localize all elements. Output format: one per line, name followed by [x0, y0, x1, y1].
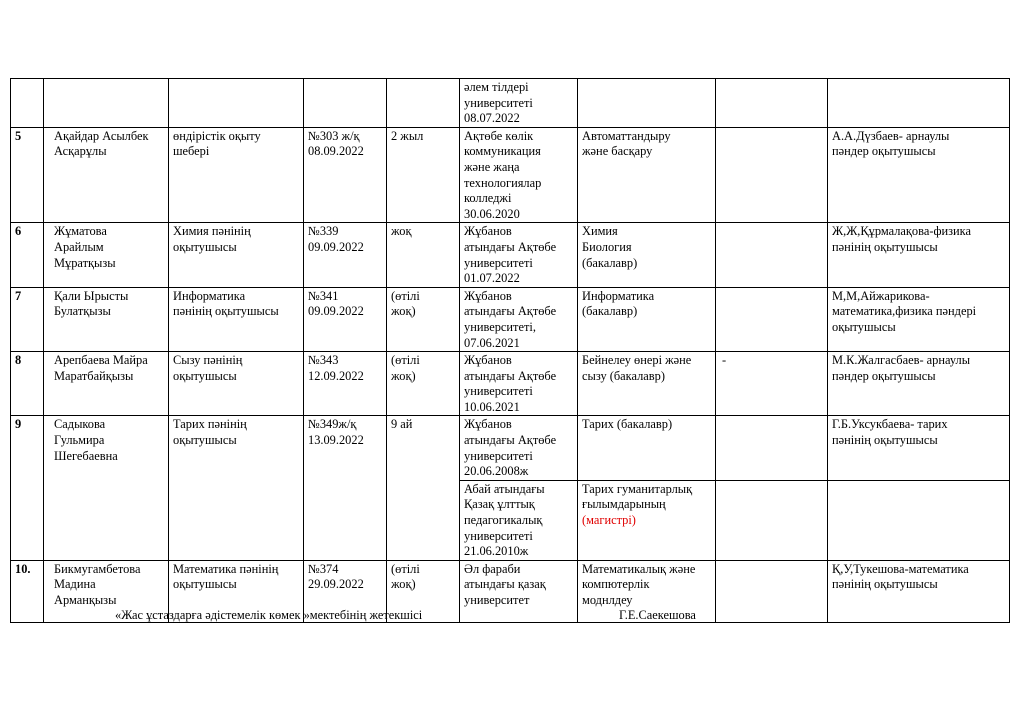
education-cell: [460, 416, 578, 480]
teacher-name: [44, 287, 169, 351]
position-line: оқытушысы: [173, 577, 237, 592]
specialty-line: сызу (бакалавр): [582, 368, 665, 383]
order-date: 09.09.2022: [308, 304, 364, 319]
name-line: Арепбаева Майра: [54, 353, 148, 368]
education-line: және жаңа: [464, 159, 520, 174]
mentor-line: Ж,Ж,Құрмалақова-физика: [832, 224, 971, 239]
name-line: Садыкова: [54, 417, 106, 432]
position-line: пәнінің оқытушысы: [173, 304, 279, 319]
experience-cell: [387, 223, 460, 287]
specialty-cell: [578, 223, 716, 287]
specialty-line: және басқару: [582, 144, 653, 159]
education-line: 08.07.2022: [464, 111, 520, 126]
experience-line: 9 ай: [391, 417, 413, 432]
position-cell: [169, 287, 304, 351]
specialty-cell: [578, 287, 716, 351]
experience-line: жоқ): [391, 577, 416, 592]
order-number: №343: [308, 353, 339, 368]
education-cell: [460, 127, 578, 223]
education-line: Әл фараби: [464, 561, 521, 576]
table-row: [11, 416, 1010, 480]
specialty-line: Автоматтандыру: [582, 128, 671, 143]
specialty-degree-highlight: (магистрі): [582, 513, 636, 528]
position-cell: [169, 416, 304, 560]
position-line: Сызу пәнінің: [173, 353, 243, 368]
experience-line: жоқ: [391, 224, 412, 239]
order-number: №349ж/қ: [308, 417, 357, 432]
education-line: университет: [464, 593, 530, 607]
education-line: әлем тілдері: [464, 80, 529, 94]
name-line: Маратбайқызы: [54, 368, 134, 383]
education-line: университеті: [464, 255, 533, 270]
table-row: [11, 287, 1010, 351]
specialty-line: ғылымдарының: [582, 497, 666, 512]
education-line: колледжі: [464, 191, 512, 206]
order-date: 13.09.2022: [308, 433, 364, 448]
mentor-line: пәнінің оқытушысы: [832, 433, 938, 448]
order-date: 08.09.2022: [308, 144, 364, 159]
footer-signatory-name: Г.Е.Саекешова: [619, 608, 696, 622]
order-date: 09.09.2022: [308, 239, 364, 254]
row-number: 9: [11, 416, 44, 560]
category-cell: [716, 127, 828, 223]
specialty-line: (бакалавр): [582, 255, 638, 270]
table-row: [11, 223, 1010, 287]
teacher-name: [44, 416, 169, 560]
specialty-cell: [578, 352, 716, 416]
position-cell: [169, 223, 304, 287]
row-number: 10.: [11, 560, 44, 622]
mentor-line: математика,физика пәндері: [832, 304, 977, 319]
education-line: университеті: [464, 528, 533, 543]
education-line: технологиялар: [464, 175, 542, 190]
mentor-line: М,М,Айжарикова-: [832, 288, 930, 303]
education-line: Ақтөбе көлік: [464, 128, 534, 143]
education-line: Жұбанов: [464, 353, 512, 368]
education-line: коммуникация: [464, 144, 541, 159]
specialty-line: Тарих гуманитарлық: [582, 481, 693, 496]
experience-cell: [387, 79, 460, 128]
name-line: Шегебаевна: [54, 448, 118, 463]
order-cell: [304, 416, 387, 560]
category-cell: [716, 560, 828, 622]
experience-cell: [387, 127, 460, 223]
order-number: №341: [308, 288, 339, 303]
education-line: Қазақ ұлттық: [464, 497, 535, 512]
education-cell: [460, 79, 578, 128]
table-row: [11, 127, 1010, 223]
specialty-line: Химия: [582, 224, 618, 239]
education-line: 20.06.2008ж: [464, 464, 529, 479]
education-line: университеті: [464, 384, 533, 399]
category-cell: [716, 287, 828, 351]
mentor-line: пәндер оқытушысы: [832, 144, 936, 159]
row-number: 5: [11, 127, 44, 223]
category-cell: [716, 480, 828, 560]
education-line: Жұбанов: [464, 224, 512, 239]
mentor-line: Г.Б.Уксукбаева- тарих: [832, 417, 948, 432]
education-line: 01.07.2022: [464, 271, 520, 286]
name-line: Арайлым: [54, 239, 104, 254]
order-cell: [304, 79, 387, 128]
specialty-cell: [578, 127, 716, 223]
table-row: [11, 79, 1010, 128]
specialty-line: Тарих (бакалавр): [582, 417, 673, 432]
mentor-line: пәнінің оқытушысы: [832, 577, 938, 592]
teacher-name: [44, 223, 169, 287]
category-cell: [716, 79, 828, 128]
row-number: 6: [11, 223, 44, 287]
order-cell: [304, 352, 387, 416]
specialty-line: моднлдеу: [582, 593, 633, 607]
education-line: 30.06.2020: [464, 206, 520, 221]
mentor-cell: [828, 127, 1010, 223]
position-line: шебері: [173, 144, 210, 159]
footer-school-leader-label: «Жас ұстаздарға әдістемелік көмек »мектебінің жетекшісі: [115, 608, 423, 622]
education-cell: [460, 352, 578, 416]
mentor-line: оқытушысы: [832, 319, 896, 334]
mentor-line: А.А.Дүзбаев- арнаулы: [832, 128, 950, 143]
specialty-line: Бейнелеу өнері және: [582, 353, 692, 368]
experience-line: (өтілі: [391, 353, 420, 368]
specialty-line: Математикалық және: [582, 561, 696, 576]
name-line: Жұматова: [54, 224, 107, 239]
experience-line: 2 жыл: [391, 128, 424, 143]
order-cell: [304, 127, 387, 223]
education-cell: [460, 287, 578, 351]
specialty-line: компютерлік: [582, 577, 650, 592]
position-line: оқытушысы: [173, 433, 237, 448]
mentor-cell: [828, 416, 1010, 480]
order-number: №339: [308, 224, 339, 239]
education-line: Жұбанов: [464, 417, 512, 432]
education-cell: [460, 480, 578, 560]
education-line: атындағы қазақ: [464, 577, 546, 592]
mentor-cell: [828, 287, 1010, 351]
mentor-cell: [828, 480, 1010, 560]
position-cell: [169, 127, 304, 223]
category-cell: [716, 223, 828, 287]
order-number: №374: [308, 561, 339, 576]
row-number: 7: [11, 287, 44, 351]
mentor-line: Қ,У,Тукешова-математика: [832, 561, 969, 576]
name-line: Бикмугамбетова: [54, 561, 141, 576]
order-cell: [304, 287, 387, 351]
education-line: атындағы Ақтөбе: [464, 368, 557, 383]
row-number: [11, 79, 44, 128]
education-cell: [460, 560, 578, 622]
name-line: Мадина: [54, 577, 96, 592]
position-cell: [169, 352, 304, 416]
order-cell: [304, 223, 387, 287]
teacher-name: [44, 352, 169, 416]
specialty-line: Биология: [582, 239, 632, 254]
experience-line: (өтілі: [391, 561, 420, 576]
education-cell: [460, 223, 578, 287]
position-line: Тарих пәнінің: [173, 417, 247, 432]
order-date: 12.09.2022: [308, 368, 364, 383]
education-line: атындағы Ақтөбе: [464, 304, 557, 319]
teacher-name: [44, 79, 169, 128]
experience-line: (өтілі: [391, 288, 420, 303]
specialty-cell: [578, 79, 716, 128]
category-cell: [716, 416, 828, 480]
education-line: Жұбанов: [464, 288, 512, 303]
name-line: Гульмира: [54, 433, 105, 448]
education-line: университеті: [464, 95, 533, 110]
mentor-cell: [828, 560, 1010, 622]
position-cell: [169, 79, 304, 128]
experience-cell: [387, 287, 460, 351]
mentor-line: пәнінің оқытушысы: [832, 239, 938, 254]
table-row: [11, 352, 1010, 416]
mentors-table: [10, 78, 1010, 623]
row-number: 8: [11, 352, 44, 416]
order-date: 29.09.2022: [308, 577, 364, 592]
mentor-cell: [828, 352, 1010, 416]
education-line: 07.06.2021: [464, 335, 520, 350]
specialty-cell: [578, 416, 716, 480]
teacher-name: [44, 127, 169, 223]
name-line: Қали Ырысты: [54, 288, 129, 303]
position-line: өндірістік оқыту: [173, 128, 261, 143]
position-line: Математика пәнінің: [173, 561, 279, 576]
name-line: Арманқызы: [54, 593, 117, 607]
mentor-line: М.К.Жалгасбаев- арнаулы: [832, 353, 971, 368]
education-line: атындағы Ақтөбе: [464, 239, 557, 254]
name-line: Мұратқызы: [54, 255, 116, 270]
education-line: университеті,: [464, 319, 536, 334]
name-line: Ақайдар Асылбек: [54, 128, 149, 143]
position-line: Химия пәнінің: [173, 224, 251, 239]
education-line: 10.06.2021: [464, 399, 520, 414]
specialty-line: (бакалавр): [582, 304, 638, 319]
education-line: педагогикалық: [464, 513, 543, 528]
position-line: оқытушысы: [173, 368, 237, 383]
specialty-line: Информатика: [582, 288, 655, 303]
specialty-cell: [578, 480, 716, 560]
education-line: 21.06.2010ж: [464, 544, 529, 559]
position-line: Информатика: [173, 288, 246, 303]
education-line: университеті: [464, 448, 533, 463]
education-line: атындағы Ақтөбе: [464, 433, 557, 448]
category-cell: -: [716, 352, 828, 416]
name-line: Булатқызы: [54, 304, 111, 319]
experience-cell: [387, 352, 460, 416]
mentor-line: пәндер оқытушысы: [832, 368, 936, 383]
mentor-cell: [828, 223, 1010, 287]
position-line: оқытушысы: [173, 239, 237, 254]
mentor-cell: [828, 79, 1010, 128]
education-line: Абай атындағы: [464, 481, 545, 496]
experience-line: жоқ): [391, 304, 416, 319]
name-line: Асқарұлы: [54, 144, 107, 159]
experience-line: жоқ): [391, 368, 416, 383]
experience-cell: [387, 416, 460, 560]
order-number: №303 ж/қ: [308, 128, 360, 143]
